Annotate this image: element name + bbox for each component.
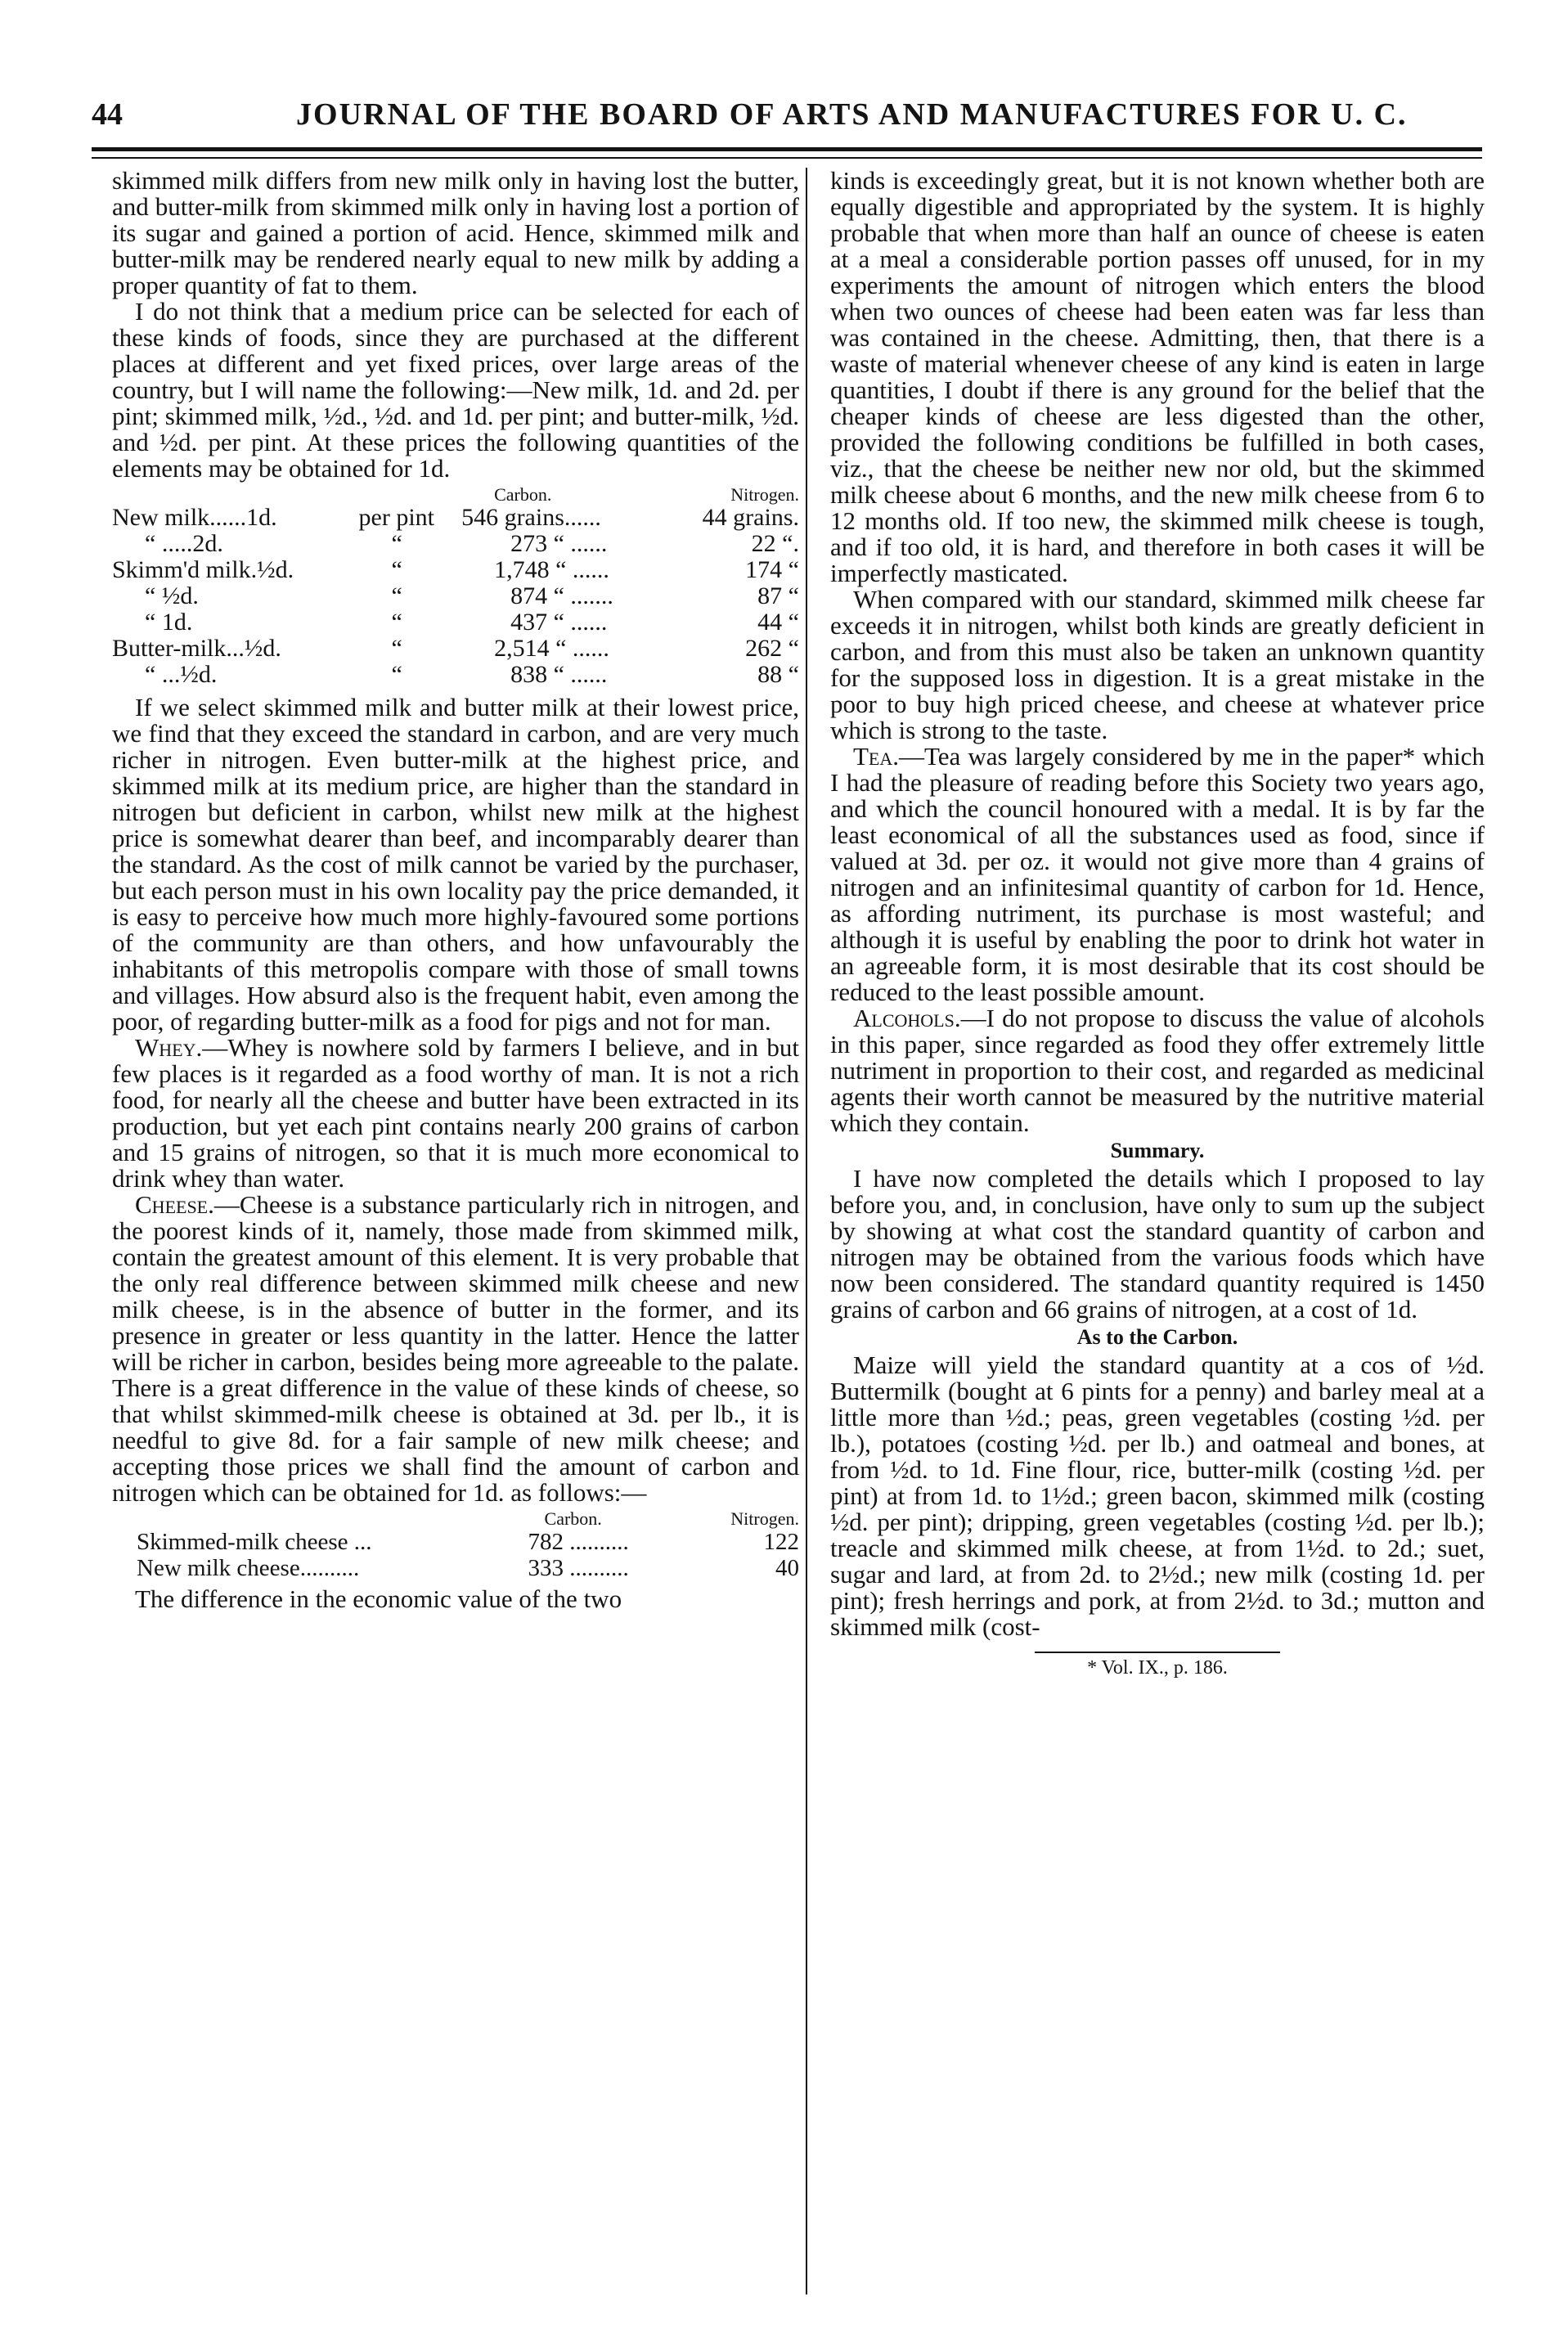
summary-heading: Summary.: [1110, 1139, 1205, 1162]
footnote: * Vol. IX., p. 186.: [1087, 1657, 1228, 1679]
row-nitrogen: 87 “: [757, 582, 799, 609]
row-nitrogen: 174 “: [745, 556, 799, 583]
header-rule-thin: [92, 157, 1482, 159]
row-nitrogen: 40: [775, 1555, 799, 1581]
table-row: [112, 662, 799, 688]
row-label: Butter-milk...½d.: [112, 635, 281, 662]
row-carbon: 2,514 “ ......: [494, 635, 609, 662]
table-row: [112, 505, 799, 531]
row-carbon: 333 ..........: [528, 1555, 629, 1581]
tea-heading: Tea.: [853, 742, 900, 771]
paragraph: I do not think that a medium price can be selected for each of these kinds of foods, since they are purchased at the different places at different and yet fixed prices, over large areas of the country, but I will name the following:—New milk, 1d. and 2d. per pint; skimmed milk, ½d., ½d. and 1d. per pint; and butter-milk, ½d. and ½d. per pint. At these prices the following quantities of the elements may be obtained for 1d.: [112, 297, 799, 483]
paragraph-tea: [830, 744, 1485, 1005]
paragraph: skimmed milk differs from new milk only in having lost the butter, and butter-milk from skimmed milk only in having lost a portion of its sugar and gained a portion of acid. Hence, skimmed milk and butter-milk may be rendered nearly equal to new milk by adding a proper quantity of fat to them.: [112, 166, 799, 299]
paragraph: If we select skimmed milk and butter milk at their lowest price, we find that they exceed the standard in carbon, and are very much richer in nitrogen. Even butter-milk at the highest price, and skimmed milk at its medium price, are higher than the standard in nitrogen but deficient in carbon, whilst new milk at the highest price is somewhat dearer than beef, and incomparably dearer than the standard. As the cost of milk cannot be varied by the purchaser, but each person must in his own locality pay the price demanded, it is easy to perceive how much more highly-favoured some portions of the community are than others, and how unfavourably the inhabitants of this metropolis compare with those of small towns and villages. How absurd also is the frequent habit, even among the poor, of regarding butter-milk as a food for pigs and not for man.: [112, 693, 799, 1036]
row-unit: per pint: [358, 504, 434, 531]
table-row: [112, 1529, 799, 1555]
carbon-header: Carbon.: [544, 1508, 602, 1529]
row-label: New milk cheese..........: [137, 1555, 360, 1581]
column-divider: [806, 168, 807, 2294]
footnote-rule: [1035, 1652, 1280, 1653]
table-row: [112, 583, 799, 609]
row-unit: “: [391, 556, 402, 583]
row-unit: “: [391, 661, 402, 688]
row-carbon: 437 “ ......: [510, 609, 608, 636]
row-label: Skimmed-milk cheese ...: [137, 1529, 372, 1555]
table-header-row: [112, 485, 799, 505]
running-title: JOURNAL OF THE BOARD OF ARTS AND MANUFACTURES FOR U. C.: [296, 97, 1408, 132]
paragraph: kinds is exceedingly great, but it is not known whether both are equally digestible and appropriated by the system. It is highly probable that when more than half an ounce of cheese is eaten at a meal a considerable portion passes off unused, for in my experiments the amount of nitrogen which enters the blood when two ounces of cheese had been eaten was far less than was contained in the cheese. Admitting, then, that there is a waste of material whenever cheese of any kind is eaten in large quantities, I doubt if there is any ground for the belief that the cheaper kinds of cheese are less digested than the other, provided the following conditions be fulfilled in both cases, viz., that the cheese be neither new nor old, but the skimmed milk cheese about 6 months, and the new milk cheese from 6 to 12 months old. If too new, the skimmed milk cheese is tough, and if too old, it is hard, and therefore in both cases it will be imperfectly masticated.: [830, 166, 1485, 587]
paragraph: The difference in the economic value of the two: [135, 1584, 622, 1613]
carbon-subheading: As to the Carbon.: [1076, 1325, 1238, 1349]
row-nitrogen: 122: [763, 1529, 799, 1555]
table-row: [112, 636, 799, 662]
nitrogen-header: Nitrogen.: [730, 484, 799, 505]
row-carbon: 782 ..........: [528, 1529, 629, 1555]
row-carbon: 838 “ ......: [510, 661, 608, 688]
left-column: [112, 168, 799, 1612]
cheese-text: —Cheese is a substance particularly rich in nitrogen, and the poorest kinds of it, namely, those made from skimmed milk, contain the greatest amount of this element. It is very probable that the only real difference between skimmed milk cheese and new milk cheese, is in the absence of butter in the former, and its presence in greater or less quantity in the latter. Hence the latter will be richer in carbon, besides being more agreeable to the palate. There is a great difference in the value of these kinds of cheese, so that whilst skimmed-milk cheese is obtained at 3d. per lb., it is needful to give 8d. for a fair sample of new milk cheese; and accepting those prices we shall find the amount of carbon and nitrogen which can be obtained for 1d. as follows:—: [112, 1190, 799, 1507]
row-carbon: 1,748 “ ......: [494, 556, 609, 583]
milk-table: [112, 485, 799, 688]
table-row: [112, 609, 799, 636]
cheese-table: [112, 1509, 799, 1581]
paragraph-alcohols: [830, 1005, 1485, 1136]
row-unit: “: [391, 582, 402, 609]
row-unit: “: [391, 609, 402, 636]
paragraph: I have now completed the details which I proposed to lay before you, and, in conclusion, have only to sum up the subject by showing at what cost the standard quantity of carbon and nitrogen may be obtained from the various foods which have now been considered. The standard quantity required is 1450 grains of carbon and 66 grains of nitrogen, at a cost of 1d.: [830, 1164, 1485, 1324]
row-nitrogen: 88 “: [757, 661, 799, 688]
carbon-header: Carbon.: [494, 484, 552, 505]
paragraph-cheese: [112, 1192, 799, 1506]
alcohols-text: —I do not propose to discuss the value of alcohols in this paper, since regarded as food they offer extremely little nutriment in proportion to their cost, and regarded as medicinal agents their worth cannot be measured by the nutritive material which they contain.: [830, 1004, 1485, 1137]
table-header-row: [112, 1509, 799, 1529]
table-row: [112, 557, 799, 583]
row-unit: “: [391, 635, 402, 662]
row-label: Skimm'd milk.½d.: [112, 556, 294, 583]
row-nitrogen: 44 “: [757, 609, 799, 636]
paragraph-whey: [112, 1035, 799, 1192]
whey-text: —Whey is nowhere sold by farmers I believe, and in but few places is it regarded as a food worthy of man. It is not a rich food, for nearly all the cheese and butter have been extracted in its production, but yet each pint contains nearly 200 grains of carbon and 15 grains of nitrogen, so that it is much more economical to drink whey than water.: [112, 1033, 799, 1193]
cheese-heading: Cheese.: [135, 1190, 214, 1219]
table-row: [112, 1555, 799, 1581]
tea-text: —Tea was largely considered by me in the paper* which I had the pleasure of reading before this Society two years ago, and which the council honoured with a medal. It is by far the least economical of all the substances used as food, since if valued at 3d. per oz. it would not give more than 4 grains of nitrogen and an infinitesimal quantity of carbon for 1d. Hence, as affording nutriment, its purchase is most wasteful; and although it is useful by enabling the poor to drink hot water in an agreeable form, it is most desirable that its cost should be reduced to the least possible amount.: [830, 742, 1485, 1006]
row-label: “ ½d.: [145, 582, 199, 609]
row-carbon: 874 “ .......: [510, 582, 613, 609]
row-unit: “: [391, 530, 402, 557]
row-carbon: 273 “ ......: [510, 530, 608, 557]
row-nitrogen: 22 “.: [751, 530, 799, 557]
whey-heading: Whey.: [135, 1033, 203, 1062]
row-nitrogen: 262 “: [745, 635, 799, 662]
nitrogen-header: Nitrogen.: [730, 1508, 799, 1529]
row-label: New milk......1d.: [112, 504, 277, 531]
paragraph: Maize will yield the standard quantity at a cos of ½d. Buttermilk (bought at 6 pints for a penny) and barley meal at a little more than ½d.; peas, green vegetables (costing ½d. per lb.), potatoes (costing ½d. per lb.) and oatmeal and bones, at from ½d. to 1d. Fine flour, rice, butter-milk (costing ½d. per pint) at from 1d. to 1½d.; green bacon, skimmed milk (costing ½d. per pint); dripping, green vegetables (costing ½d. per lb.); treacle and skimmed milk cheese, at from 1½d. to 2d.; suet, sugar and lard, at from 2d. to 2½d.; new milk (costing 1d. per pint); fresh herrings and pork, at from 2½d. to 3d.; mutton and skimmed milk (cost-: [830, 1351, 1485, 1641]
running-header: [92, 97, 1482, 146]
row-label: “ .....2d.: [145, 530, 223, 557]
table-row: [112, 531, 799, 557]
row-label: “ ...½d.: [145, 661, 218, 688]
right-column: [830, 168, 1485, 1679]
row-label: “ 1d.: [145, 609, 193, 636]
header-rule-thick: [92, 147, 1482, 151]
row-carbon: 546 grains......: [461, 504, 601, 531]
alcohols-heading: Alcohols.: [853, 1004, 961, 1032]
page-number: 44: [92, 97, 123, 132]
paragraph: When compared with our standard, skimmed milk cheese far exceeds it in nitrogen, whilst both kinds are greatly deficient in carbon, and from this must also be taken an unknown quantity for the supposed loss in digestion. It is a great mistake in the poor to buy high priced cheese, and cheese at whatever price which is strong to the taste.: [830, 585, 1485, 744]
row-nitrogen: 44 grains.: [702, 504, 799, 531]
